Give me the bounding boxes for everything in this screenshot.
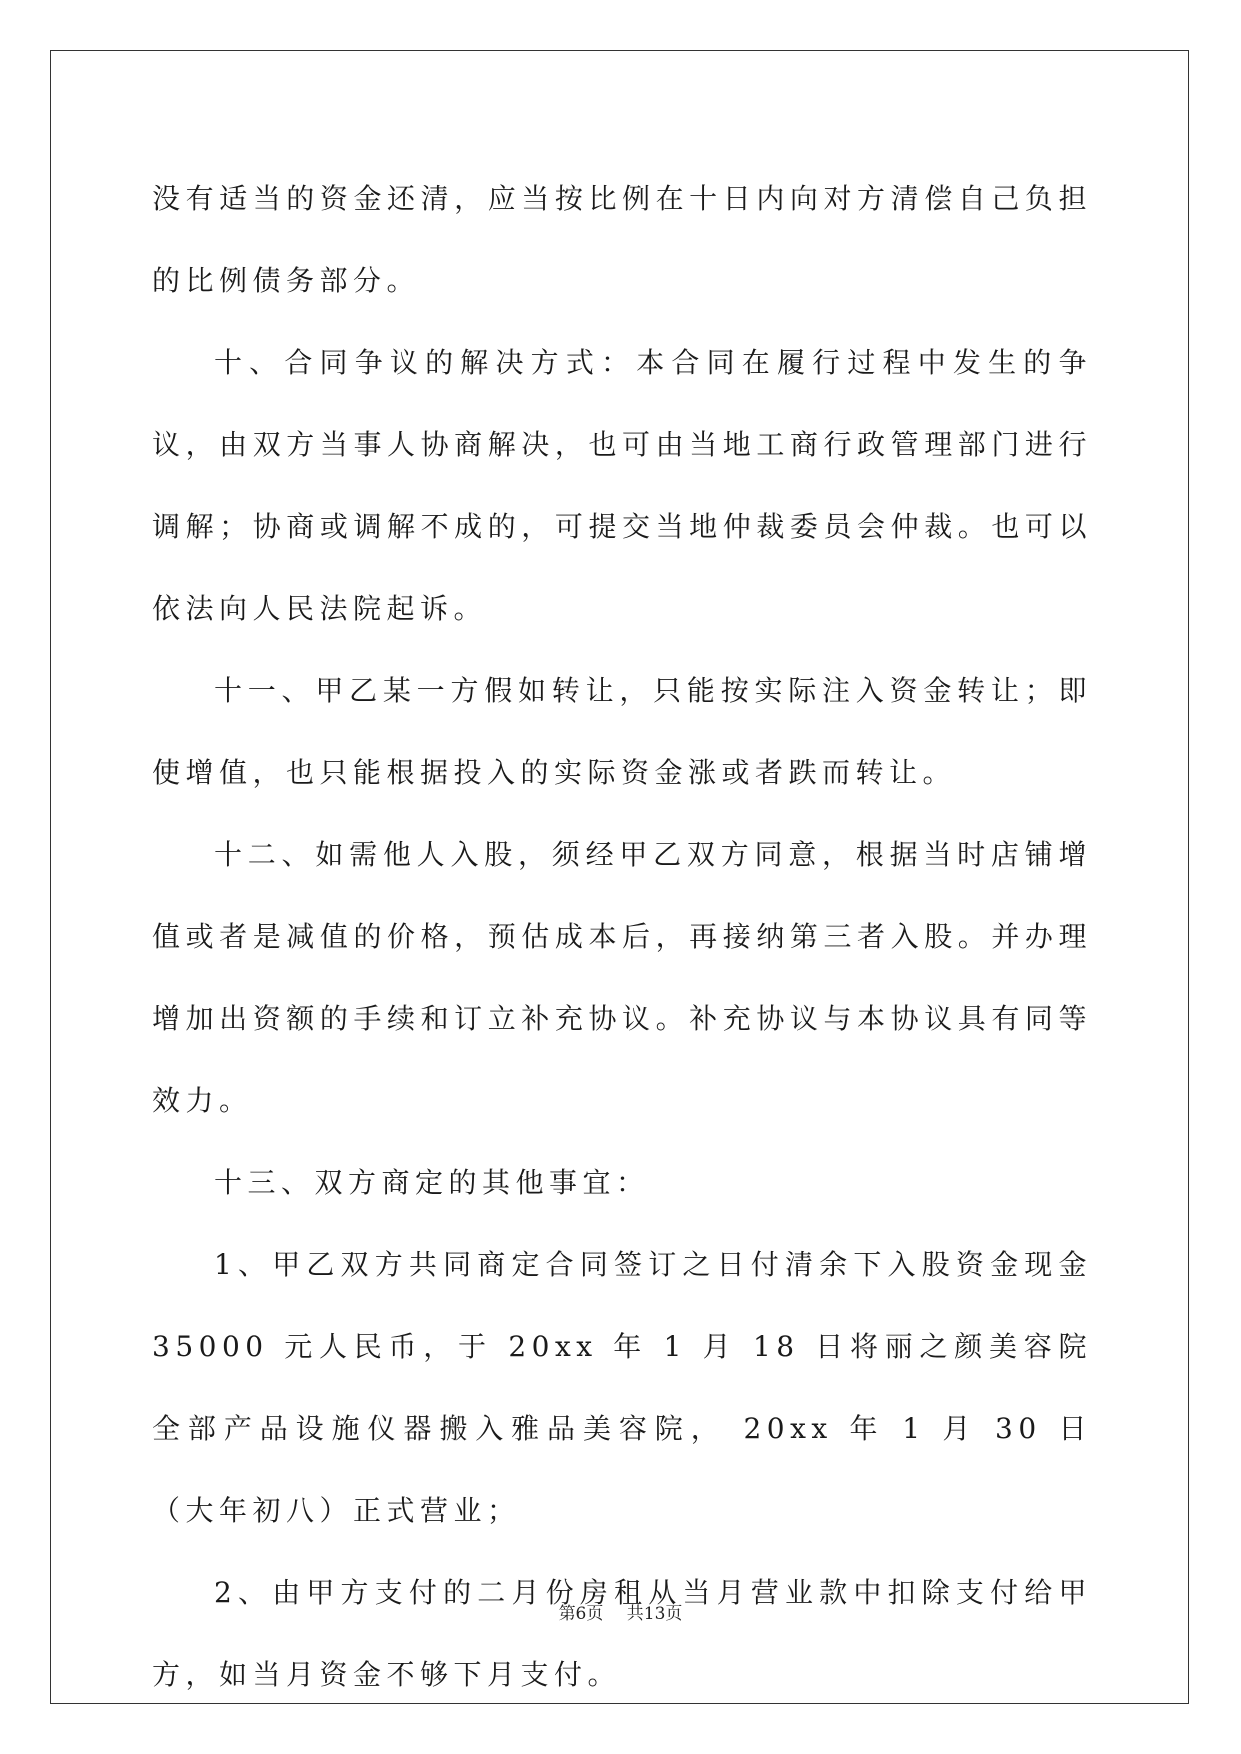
paragraph-article-12-new-shareholder: 十二、如需他人入股，须经甲乙双方同意，根据当时店铺增值或者是减值的价格，预估成本后，再接纳第三者入股。并办理增加出资额的手续和订立补充协议。补充协议与本协议具有同等效力。 [152,838,1092,1117]
page-total: 共13页 [626,1604,683,1624]
paragraph-article-11-transfer: 十一、甲乙某一方假如转让，只能按实际注入资金转让；即使增值，也只能根据投入的实际资金涨或者跌而转让。 [152,674,1092,789]
paragraph-item-1: 1、甲乙双方共同商定合同签订之日付清余下入股资金现金 35000 元人民币，于 20xx 年 1 月 18 日将丽之颜美容院全部产品设施仪器搬入雅品美容院， 20xx 年 1 月 30 日（大年初八）正式营业； [152,1248,1092,1527]
paragraph-item-2: 2、由甲方支付的二月份房租从当月营业款中扣除支付给甲方，如当月资金不够下月支付。 [152,1576,1092,1691]
paragraph-debt-repayment: 没有适当的资金还清，应当按比例在十日内向对方清偿自己负担的比例债务部分。 [152,182,1092,297]
page-number: 第6页 [558,1604,604,1624]
page-footer [0,1599,1241,1624]
paragraph-article-13-heading: 十三、双方商定的其他事宜： [214,1166,650,1199]
document-body [152,158,1092,1716]
paragraph-article-10-dispute: 十、合同争议的解决方式：本合同在履行过程中发生的争议，由双方当事人协商解决，也可由当地工商行政管理部门进行调解；协商或调解不成的，可提交当地仲裁委员会仲裁。也可以依法向人民法院起诉。 [152,346,1092,625]
